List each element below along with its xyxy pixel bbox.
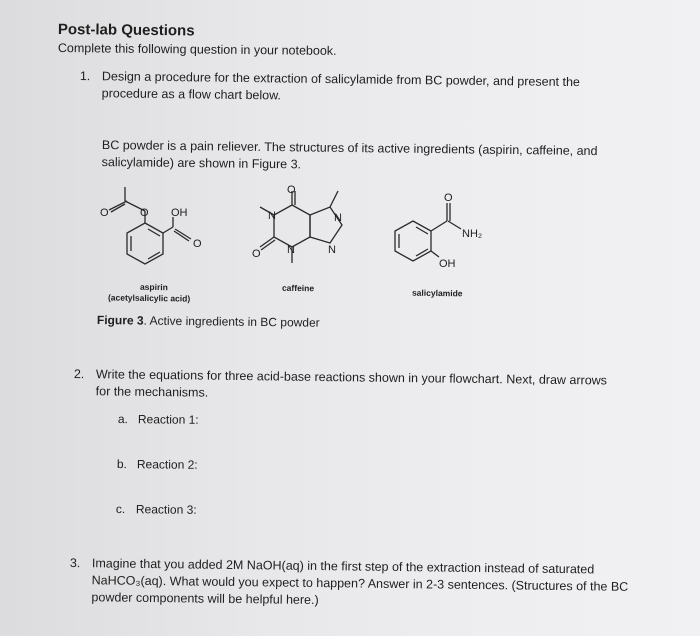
- page-title: Post-lab Questions: [57, 21, 195, 40]
- aspirin-sublabel: (acetylsalicylic acid): [107, 292, 191, 304]
- question-1-paragraph: [102, 137, 598, 177]
- question-3-line-2: NaHCO₃(aq). What would you expect to happen? Answer in 2-3 sentences. (Structures of the BC: [91, 573, 629, 594]
- question-1: [80, 68, 580, 108]
- question-3-line-3: powder components will be helpful here.): [91, 590, 319, 608]
- salicylamide-oh: OH: [439, 258, 456, 270]
- reaction-3-letter: c.: [115, 502, 126, 517]
- question-1-line-2: procedure as a flow chart below.: [101, 86, 282, 103]
- salicylamide-benzene-ring: [395, 221, 431, 261]
- question-2-line-2: for the mechanisms.: [95, 384, 209, 400]
- page-instructions: Complete this following question in your notebook.: [57, 41, 337, 58]
- salicylamide-carbonyl-o: O: [444, 192, 453, 204]
- reaction-2-item: [117, 457, 198, 472]
- paragraph-line-2: salicylamide) are shown in Figure 3.: [101, 154, 302, 172]
- caffeine-n7: N: [334, 212, 342, 224]
- caffeine-label: caffeine: [281, 282, 315, 294]
- aspirin-oh: OH: [171, 207, 188, 219]
- caffeine-n1: N: [268, 210, 276, 222]
- caffeine-pyrimidine-ring: [274, 205, 310, 247]
- reaction-1-letter: a.: [117, 412, 129, 427]
- caffeine-n9: N: [328, 244, 336, 256]
- aspirin-carbonyl-o: O: [100, 207, 109, 219]
- reaction-1-item: [118, 412, 199, 427]
- aspirin-ester-o: O: [140, 207, 149, 219]
- question-2-number: 2.: [73, 366, 85, 382]
- aspirin-label: aspirin: [139, 281, 168, 293]
- aspirin-structure: [95, 185, 215, 285]
- question-1-line-1: Design a procedure for the extraction of salicylamide from BC powder, and present the: [101, 69, 580, 90]
- salicylamide-nh2: NH₂: [462, 228, 483, 240]
- reaction-2-letter: b.: [116, 457, 128, 472]
- salicylamide-structure: [385, 185, 525, 280]
- caffeine-structure: [250, 185, 370, 280]
- paragraph-line-1: BC powder is a pain reliever. The structures of its active ingredients (aspirin, caffeine, and: [101, 137, 598, 159]
- reaction-3-item: [116, 502, 197, 517]
- figure-caption-text: . Active ingredients in BC powder: [143, 313, 320, 330]
- question-3: [69, 555, 628, 613]
- aspirin-benzene-ring: [127, 223, 163, 264]
- question-3-line-1: Imagine that you added 2M NaOH(aq) in the first step of the extraction instead of saturated: [91, 556, 595, 577]
- salicylamide-label: salicylamide: [411, 287, 463, 299]
- reaction-1-label: Reaction 1:: [137, 412, 199, 427]
- question-2-line-1: Write the equations for three acid-base reactions shown in your flowchart. Next, draw arrows: [95, 367, 608, 388]
- question-2: [74, 366, 608, 407]
- caffeine-o-top: O: [287, 184, 296, 196]
- figure-caption: [97, 313, 320, 330]
- aspirin-acid-o: O: [193, 238, 202, 250]
- question-3-number: 3.: [69, 555, 81, 571]
- caffeine-n3: N: [287, 244, 295, 256]
- reaction-3-label: Reaction 3:: [135, 502, 197, 517]
- figure-caption-number: Figure 3: [96, 313, 144, 328]
- reaction-2-label: Reaction 2:: [136, 457, 198, 472]
- caffeine-o-left: O: [252, 248, 261, 260]
- question-1-number: 1.: [79, 68, 91, 84]
